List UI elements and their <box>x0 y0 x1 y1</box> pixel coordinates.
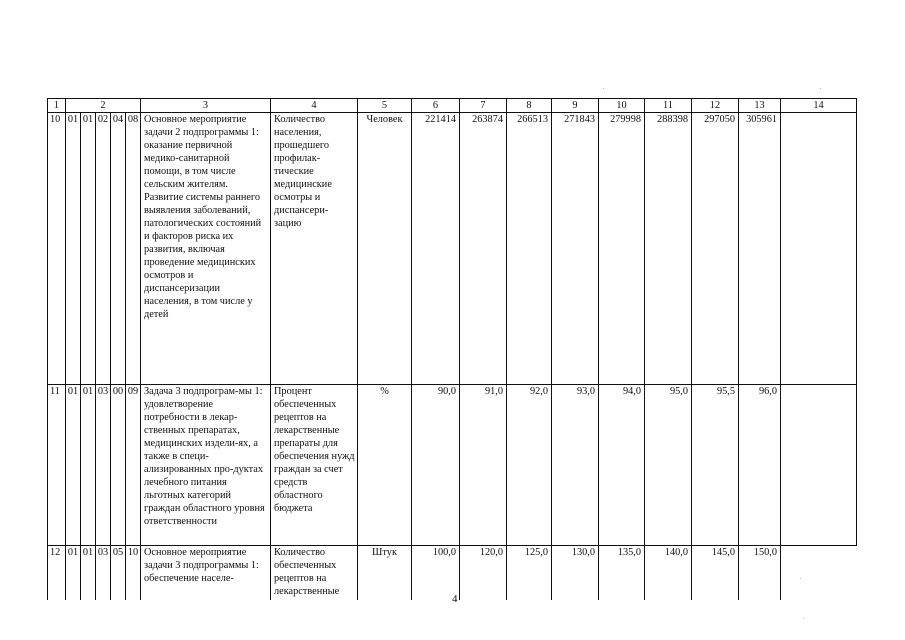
indicator-name: Количество населения, прошедшего профилак-тические медицинские осмотры и диспансери-зацию <box>271 113 358 385</box>
row-number: 11 <box>48 385 66 546</box>
empty-cell <box>781 113 857 385</box>
code-cell: 01 <box>81 385 96 546</box>
value-cell: 150,0 <box>739 546 781 601</box>
code-cell: 03 <box>96 546 111 601</box>
value-cell: 221414 <box>412 113 460 385</box>
code-cell: 01 <box>66 113 81 385</box>
value-cell: 95,5 <box>692 385 739 546</box>
page-number: 4 <box>452 593 458 605</box>
activity-name: Основное мероприятие задачи 3 подпрограммы 1: обеспечение населе- <box>141 546 271 601</box>
col-header: 3 <box>141 99 271 113</box>
empty-cell <box>781 546 857 601</box>
unit: % <box>358 385 412 546</box>
row-number: 10 <box>48 113 66 385</box>
value-cell: 90,0 <box>412 385 460 546</box>
col-header: 4 <box>271 99 358 113</box>
header-row <box>48 99 857 113</box>
value-cell: 130,0 <box>552 546 599 601</box>
indicators-table <box>47 98 857 600</box>
code-cell: 09 <box>126 385 141 546</box>
scan-speck <box>820 88 821 89</box>
value-cell: 92,0 <box>507 385 552 546</box>
table-row <box>48 113 857 385</box>
scan-speck <box>603 88 604 89</box>
code-cell: 10 <box>126 546 141 601</box>
col-header: 11 <box>645 99 692 113</box>
value-cell: 91,0 <box>460 385 507 546</box>
unit: Человек <box>358 113 412 385</box>
value-cell: 305961 <box>739 113 781 385</box>
col-header: 8 <box>507 99 552 113</box>
value-cell: 263874 <box>460 113 507 385</box>
value-cell: 288398 <box>645 113 692 385</box>
value-cell: 279998 <box>599 113 645 385</box>
value-cell: 100,0 <box>412 546 460 601</box>
value-cell: 94,0 <box>599 385 645 546</box>
col-header: 14 <box>781 99 857 113</box>
code-cell: 04 <box>111 113 126 385</box>
code-cell: 03 <box>96 385 111 546</box>
empty-cell <box>781 385 857 546</box>
value-cell: 297050 <box>692 113 739 385</box>
value-cell: 135,0 <box>599 546 645 601</box>
col-header: 9 <box>552 99 599 113</box>
activity-name: Основное мероприятие задачи 2 подпрограммы 1: оказание первичной медико-санитарной помощи, в том числе сельским жителям. Развитие системы раннего выявления заболеваний, патологических состояний и факторов риска их развития, включая проведение медицинских осмотров и диспансеризации населения, в том числе у детей <box>141 113 271 385</box>
col-header: 5 <box>358 99 412 113</box>
col-header: 2 <box>66 99 141 113</box>
scan-speck <box>800 578 801 579</box>
value-cell: 266513 <box>507 113 552 385</box>
value-cell: 93,0 <box>552 385 599 546</box>
col-header: 12 <box>692 99 739 113</box>
col-header: 1 <box>48 99 66 113</box>
code-cell: 01 <box>81 113 96 385</box>
code-cell: 01 <box>66 546 81 601</box>
col-header: 10 <box>599 99 645 113</box>
table-row <box>48 385 857 546</box>
value-cell: 271843 <box>552 113 599 385</box>
value-cell: 96,0 <box>739 385 781 546</box>
activity-name: Задача 3 подпрограм-мы 1: удовлетворение потребности в лекар-ственных препаратах, медицинских издели-ях, а также в специ-ализированных про-дуктах лечебного питания льготных категорий граждан областного уровня ответственности <box>141 385 271 546</box>
scan-speck <box>803 618 804 619</box>
value-cell: 145,0 <box>692 546 739 601</box>
code-cell: 02 <box>96 113 111 385</box>
code-cell: 00 <box>111 385 126 546</box>
value-cell: 140,0 <box>645 546 692 601</box>
col-header: 6 <box>412 99 460 113</box>
value-cell: 120,0 <box>460 546 507 601</box>
code-cell: 05 <box>111 546 126 601</box>
code-cell: 01 <box>66 385 81 546</box>
table-row <box>48 546 857 601</box>
code-cell: 08 <box>126 113 141 385</box>
value-cell: 95,0 <box>645 385 692 546</box>
unit: Штук <box>358 546 412 601</box>
col-header: 13 <box>739 99 781 113</box>
col-header: 7 <box>460 99 507 113</box>
indicator-name: Процент обеспеченных рецептов на лекарственные препараты для обеспечения нужд граждан за счет средств областного бюджета <box>271 385 358 546</box>
value-cell: 125,0 <box>507 546 552 601</box>
indicator-name: Количество обеспеченных рецептов на лекарственные <box>271 546 358 601</box>
row-number: 12 <box>48 546 66 601</box>
code-cell: 01 <box>81 546 96 601</box>
